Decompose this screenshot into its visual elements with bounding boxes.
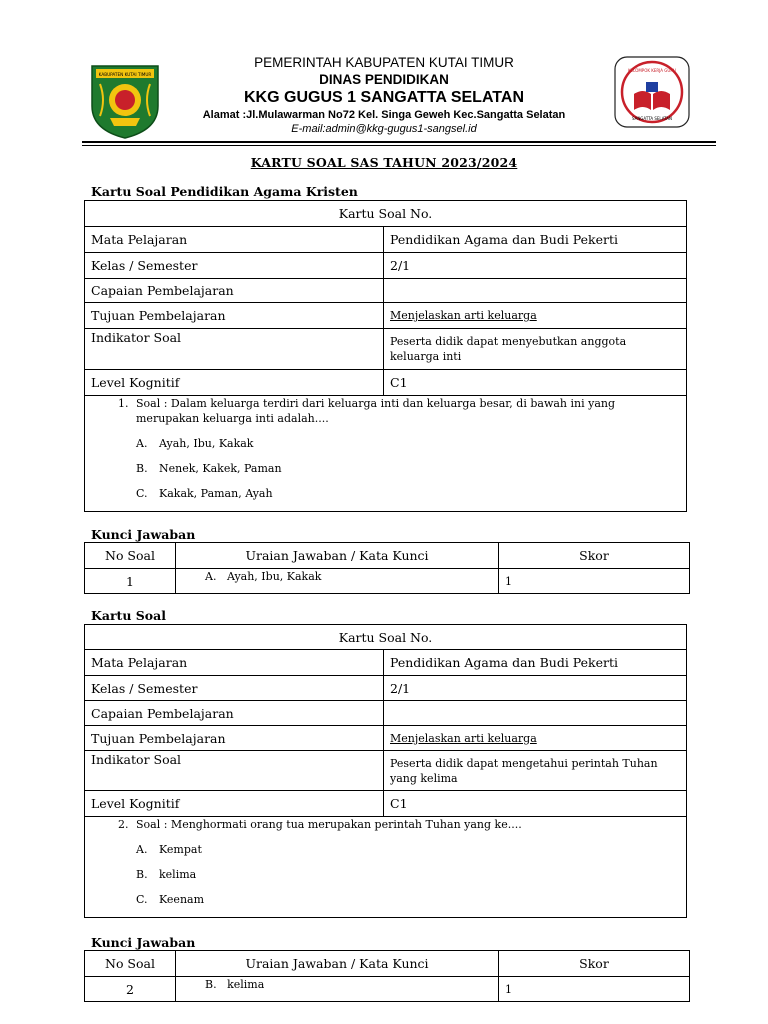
card-2-key-header-no: No Soal (85, 951, 176, 977)
card-1-table (84, 200, 687, 512)
card-2-key-no: 2 (85, 977, 176, 1002)
card-2-question-cell (85, 817, 687, 918)
card-1-question-cell (85, 396, 687, 512)
header-rule-thin (82, 145, 716, 146)
card-1-question-line2: merupakan keluarga inti adalah.... (136, 412, 329, 425)
header-rule-thick (82, 141, 716, 143)
kkg-emblem-icon (614, 56, 690, 128)
card-2-option-b-letter: B. (136, 868, 148, 881)
card-1-indicator-line1: Peserta didik dapat menyebutkan anggota (390, 335, 627, 348)
card-1-tp-value: Menjelaskan arti keluarga (390, 309, 537, 322)
card-2-option-a-text: Kempat (159, 843, 202, 856)
card-1-option-b-letter: B. (136, 462, 148, 475)
card-2-class-value: 2/1 (384, 676, 687, 701)
email: E-mail:admin@kkg-gugus1-sangsel.id (291, 123, 477, 135)
card-2-level-value: C1 (384, 791, 687, 817)
card-1-key-header-answer: Uraian Jawaban / Kata Kunci (176, 543, 499, 569)
card-1-class-value: 2/1 (384, 253, 687, 279)
card-1-class-label: Kelas / Semester (85, 253, 384, 279)
card-2-header: Kartu Soal No. (85, 625, 687, 650)
card-2-option-a-letter: A. (136, 843, 148, 856)
card-2-option-b-text: kelima (159, 868, 197, 881)
right-logo-bottom-text: SANGATTA SELATAN (631, 116, 673, 121)
card-1-level-label: Level Kognitif (85, 370, 384, 396)
gov-name: PEMERINTAH KABUPATEN KUTAI TIMUR (254, 55, 514, 70)
left-logo-text: KABUPATEN KUTAI TIMUR (98, 72, 152, 77)
card-1-option-b-text: Nenek, Kakek, Paman (159, 462, 282, 475)
card-2-question-line1: Soal : Menghormati orang tua merupakan perintah Tuhan yang ke.... (136, 818, 522, 831)
card-1-indicator-cell (384, 329, 687, 370)
card-2-question-number: 2. (118, 818, 129, 831)
card-1-option-c-letter: C. (136, 487, 148, 500)
card-1-key-header-no: No Soal (85, 543, 176, 569)
card-1-option-a-letter: A. (136, 437, 148, 450)
card-2-key-answer-letter: B. (205, 978, 217, 991)
card-2-option-c-text: Keenam (159, 893, 205, 906)
card-1-tp-cell (384, 303, 687, 329)
card-2-key-answer-cell (176, 977, 499, 1002)
org-name: KKG GUGUS 1 SANGATTA SELATAN (244, 89, 524, 106)
card-2-key-header-score: Skor (499, 951, 690, 977)
dept-name: DINAS PENDIDIKAN (319, 72, 449, 87)
card-2-indicator-line1: Peserta didik dapat mengetahui perintah Tuhan (390, 756, 658, 770)
card-2-tp-label: Tujuan Pembelajaran (85, 726, 384, 751)
card-2-subject-value: Pendidikan Agama dan Budi Pekerti (384, 650, 687, 676)
address: Alamat :Jl.Mulawarman No72 Kel. Singa Geweh Kec.Sangatta Selatan (202, 109, 566, 121)
card-1-key-answer-text: Ayah, Ibu, Kakak (226, 570, 322, 583)
card-1-key-answer-letter: A. (205, 570, 217, 583)
card-2-section-title: Kartu Soal (91, 608, 166, 623)
card-2-indicator-label: Indikator Soal (85, 751, 384, 791)
card-1-subject-value: Pendidikan Agama dan Budi Pekerti (384, 227, 687, 253)
document-title: KARTU SOAL SAS TAHUN 2023/2024 (250, 155, 518, 170)
card-2-key-table (84, 950, 690, 1002)
card-1-key-no: 1 (85, 569, 176, 594)
card-2-indicator-cell (384, 751, 687, 791)
card-1-option-c-text: Kakak, Paman, Ayah (159, 487, 273, 500)
card-2-key-answer-text: kelima (227, 978, 265, 991)
card-1-key-table (84, 542, 690, 594)
card-1-question-number: 1. (118, 397, 129, 410)
card-1-question-line1: Soal : Dalam keluarga terdiri dari keluarga inti dan keluarga besar, di bawah ini yang (136, 397, 616, 410)
card-1-key-score: 1 (499, 569, 690, 594)
card-1-level-value: C1 (384, 370, 687, 396)
card-2-class-label: Kelas / Semester (85, 676, 384, 701)
card-2-key-score: 1 (499, 977, 690, 1002)
card-2-subject-label: Mata Pelajaran (85, 650, 384, 676)
card-2-cp-label: Capaian Pembelajaran (85, 701, 384, 726)
card-1-cp-label: Capaian Pembelajaran (85, 279, 384, 303)
card-2-key-header-answer: Uraian Jawaban / Kata Kunci (176, 951, 499, 977)
card-2-cp-value (384, 701, 687, 726)
card-2-level-label: Level Kognitif (85, 791, 384, 817)
card-1-section-title: Kartu Soal Pendidikan Agama Kristen (91, 184, 358, 199)
card-1-key-title: Kunci Jawaban (91, 527, 196, 542)
card-1-indicator-line2: keluarga inti (390, 350, 462, 363)
card-1-key-answer-cell (176, 569, 499, 594)
card-2-tp-cell (384, 726, 687, 751)
card-2-table (84, 624, 687, 918)
card-1-tp-label: Tujuan Pembelajaran (85, 303, 384, 329)
card-1-option-a-text: Ayah, Ibu, Kakak (159, 437, 254, 450)
right-logo-top-text: KELOMPOK KERJA GURU (627, 68, 677, 73)
card-2-indicator-line2: yang kelima (390, 771, 458, 785)
card-1-subject-label: Mata Pelajaran (85, 227, 384, 253)
card-2-key-title: Kunci Jawaban (91, 935, 196, 950)
card-1-cp-value (384, 279, 687, 303)
card-2-option-c-letter: C. (136, 893, 148, 906)
card-1-indicator-label: Indikator Soal (85, 329, 384, 370)
card-1-header: Kartu Soal No. (85, 201, 687, 227)
card-1-key-header-score: Skor (499, 543, 690, 569)
card-2-tp-value: Menjelaskan arti keluarga (390, 731, 537, 745)
